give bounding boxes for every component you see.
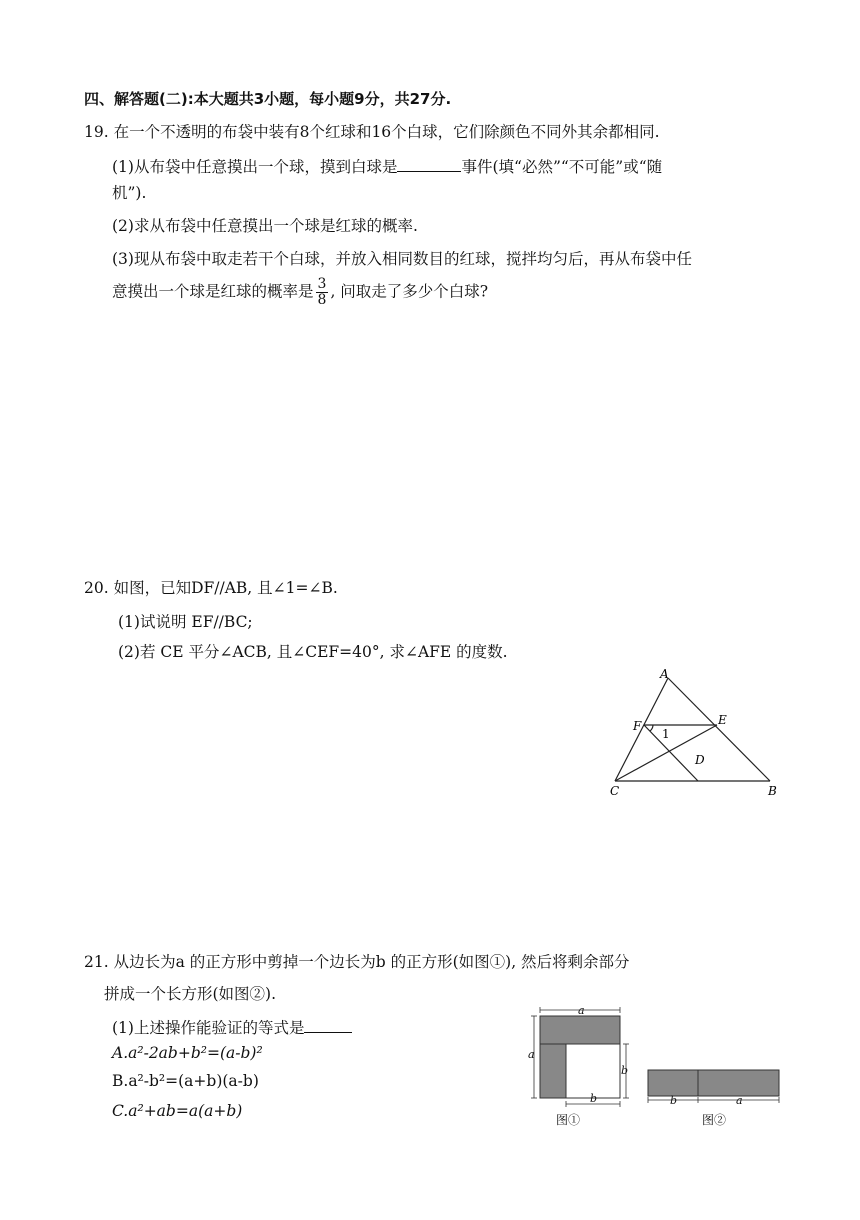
q19-part3-line1: (3)现从布袋中取走若干个白球，并放入相同数目的红球，搅拌均匀后，再从布袋中任 [112, 250, 692, 268]
option-a: A.a²-2ab+b²=(a-b)² [112, 1044, 263, 1062]
dim-label-a-top: a [578, 1004, 585, 1017]
dim-label-b-fig2: b [670, 1094, 678, 1107]
answer-blank[interactable] [397, 171, 461, 172]
option-b: B.a²-b²=(a+b)(a-b) [112, 1072, 259, 1090]
q19-part1 [112, 155, 662, 177]
rectangle-part-a [698, 1070, 779, 1096]
q21-stem-line2: 拼成一个长方形(如图②). [104, 985, 277, 1003]
q21-stem-line1: 21. 从边长为a 的正方形中剪掉一个边长为b 的正方形(如图①), 然后将剩余部分 [84, 953, 630, 971]
angle-arc [650, 725, 653, 731]
dim-label-b-bottom: b [590, 1092, 598, 1105]
gray-region-left [540, 1044, 566, 1098]
dim-label-a-left: a [528, 1048, 535, 1061]
removed-square [566, 1044, 620, 1098]
q21-part1-text: (1)上述操作能验证的等式是 [112, 1019, 305, 1037]
square-figure [528, 1002, 784, 1132]
segment-ac [615, 678, 668, 781]
rectangle-part-b [648, 1070, 698, 1096]
label-d: D [695, 753, 705, 767]
label-f: F [633, 719, 642, 733]
q20-part2: (2)若 CE 平分∠ACB, 且∠CEF=40°, 求∠AFE 的度数. [118, 643, 508, 661]
q19-part3-after: , 问取走了多少个白球? [330, 282, 489, 301]
q19-part2: (2)求从布袋中任意摸出一个球是红球的概率. [112, 217, 418, 235]
q19-part1-text: (1)从布袋中任意摸出一个球，摸到白球是 [112, 158, 398, 176]
fraction-denominator: 8 [317, 292, 327, 308]
caption-figure-1: 图① [556, 1113, 581, 1127]
label-c: C [610, 784, 620, 798]
option-c: C.a²+ab=a(a+b) [112, 1102, 243, 1120]
q19-stem: 19. 在一个不透明的布袋中装有8个红球和16个白球，它们除颜色不同外其余都相同. [84, 123, 660, 141]
q21-part1 [112, 1016, 352, 1038]
section-title: 四、解答题(二):本大题共3小题，每小题9分，共27分. [84, 90, 452, 108]
q20-part1: (1)试说明 EF//BC; [118, 613, 253, 631]
label-b: B [768, 784, 777, 798]
answer-blank[interactable] [304, 1032, 352, 1033]
label-e: E [718, 713, 727, 727]
dim-label-a-fig2: a [736, 1094, 743, 1107]
segment-fd [644, 725, 698, 781]
caption-figure-2: 图② [702, 1113, 727, 1127]
q19-part3-text: 意摸出一个球是红球的概率是 [112, 282, 314, 301]
q20-stem: 20. 如图，已知DF//AB, 且∠1=∠B. [84, 579, 338, 597]
fraction [316, 277, 329, 308]
label-angle-1: 1 [662, 727, 670, 741]
fraction-numerator: 3 [317, 276, 327, 292]
q19-part1-cont: 机”). [112, 184, 147, 202]
triangle-figure [600, 664, 790, 804]
q19-part3-line2 [112, 277, 488, 308]
dim-label-b-right: b [621, 1064, 629, 1077]
gray-region-top [540, 1016, 620, 1044]
label-a: A [660, 667, 669, 681]
q19-part1-after: 事件(填“必然”“不可能”或“随 [461, 158, 663, 176]
